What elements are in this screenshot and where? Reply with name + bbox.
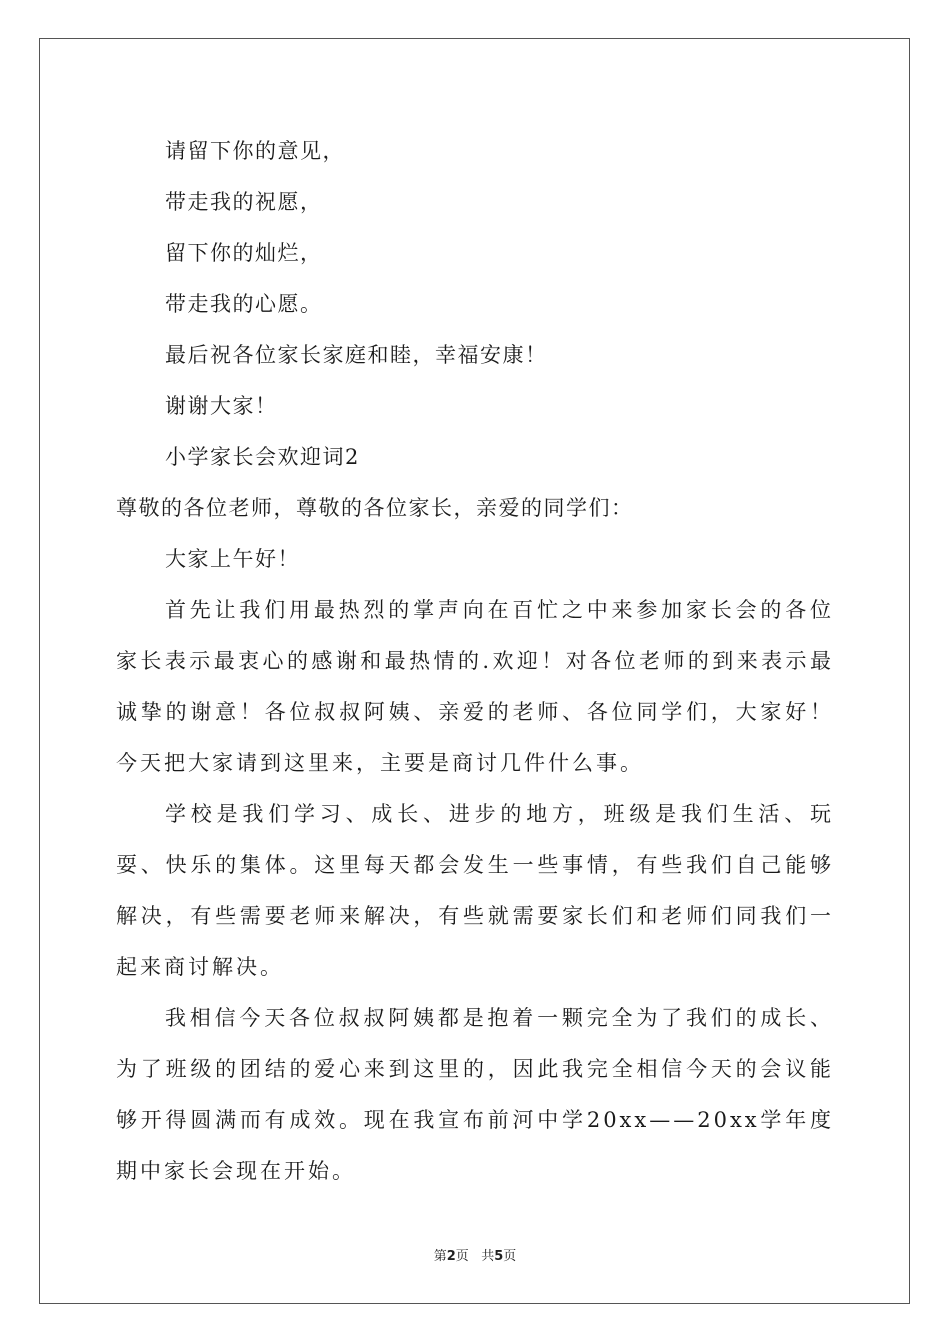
salutation: 尊敬的各位老师，尊敬的各位家长，亲爱的同学们： [116, 496, 634, 520]
footer-prefix: 第 [433, 1249, 447, 1264]
footer-total-suffix: 页 [503, 1249, 517, 1264]
total-pages-number: 5 [494, 1249, 504, 1264]
text-line: 留下你的灿烂， [165, 241, 323, 265]
paragraph: 首先让我们用最热烈的掌声向在百忙之中来参加家长会的各位家长表示最衷心的感谢和最热情的.欢迎！对各位老师的到来表示最诚挚的谢意！各位叔叔阿姨、亲爱的老师、各位同学们，大家好！今天把大家请到这里来，主要是商讨几件什么事。 [116, 598, 834, 775]
text-line: 带走我的祝愿， [165, 190, 323, 214]
text-line: 带走我的心愿。 [165, 292, 323, 316]
current-page-number: 2 [446, 1249, 456, 1264]
greeting: 大家上午好！ [165, 547, 300, 571]
section-title: 小学家长会欢迎词2 [165, 445, 360, 469]
page-footer [0, 1245, 950, 1264]
document-body [116, 126, 834, 1197]
text-line: 请留下你的意见， [165, 139, 345, 163]
paragraph: 学校是我们学习、成长、进步的地方，班级是我们生活、玩耍、快乐的集体。这里每天都会发生一些事情，有些我们自己能够解决，有些需要老师来解决，有些就需要家长们和老师们同我们一起来商讨解决。 [116, 802, 834, 979]
footer-page-word: 页 [455, 1249, 469, 1264]
footer-total-prefix: 共 [481, 1249, 495, 1264]
text-line: 谢谢大家！ [165, 394, 278, 418]
paragraph: 我相信今天各位叔叔阿姨都是抱着一颗完全为了我们的成长、为了班级的团结的爱心来到这里的，因此我完全相信今天的会议能够开得圆满而有成效。现在我宣布前河中学20xx——20xx学年度期中家长会现在开始。 [116, 1006, 834, 1183]
text-line: 最后祝各位家长家庭和睦，幸福安康！ [165, 343, 548, 367]
